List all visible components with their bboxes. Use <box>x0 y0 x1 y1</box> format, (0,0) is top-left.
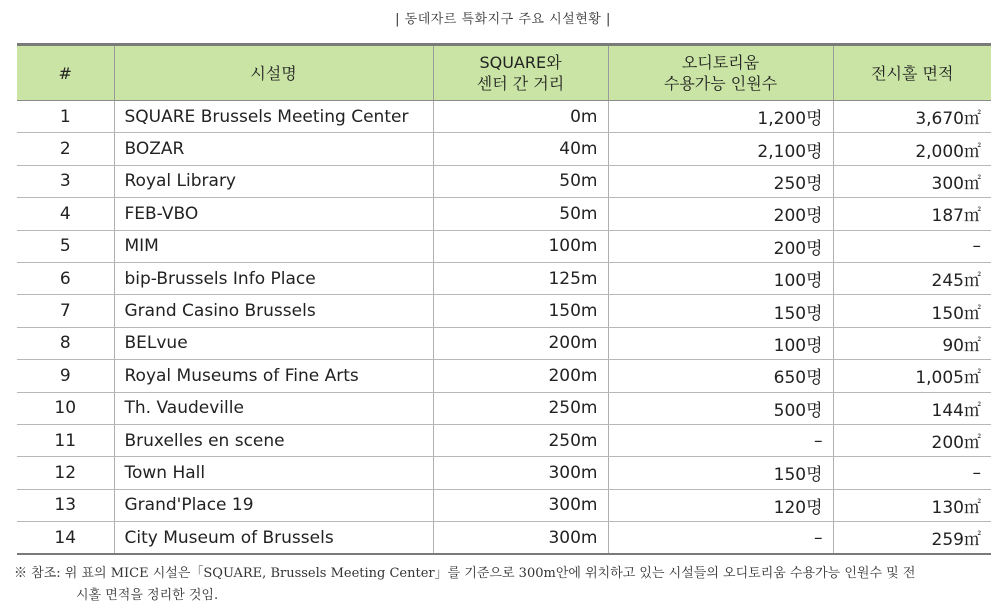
cell-exhibition-area: 144㎡ <box>833 392 991 424</box>
cell-exhibition-area: – <box>833 230 991 262</box>
table-row <box>17 489 991 521</box>
cell-distance: 200m <box>433 327 608 359</box>
cell-index: 1 <box>17 101 114 133</box>
cell-auditorium-capacity: – <box>608 522 833 555</box>
table-caption: | 동데자르 특화지구 주요 시설현황 | <box>395 12 611 27</box>
cell-index: 4 <box>17 198 114 230</box>
header-facility-name: 시설명 <box>114 45 433 101</box>
header-auditorium-line2: 수용가능 인원수 <box>663 74 778 93</box>
cell-auditorium-capacity: 650명 <box>608 360 833 392</box>
cell-distance: 40m <box>433 133 608 165</box>
cell-facility-name: MIM <box>114 230 433 262</box>
header-distance-line2: 센터 간 거리 <box>476 74 565 93</box>
cell-exhibition-area: 259㎡ <box>833 522 991 555</box>
footnote-line2: 시홀 면적을 정리한 것임. <box>76 588 219 603</box>
cell-exhibition-area: 90㎡ <box>833 327 991 359</box>
cell-exhibition-area: 2,000㎡ <box>833 133 991 165</box>
cell-facility-name: BELvue <box>114 327 433 359</box>
table-row <box>17 457 991 489</box>
cell-distance: 150m <box>433 295 608 327</box>
cell-index: 5 <box>17 230 114 262</box>
cell-facility-name: Royal Library <box>114 165 433 197</box>
cell-exhibition-area: 1,005㎡ <box>833 360 991 392</box>
cell-distance: 300m <box>433 457 608 489</box>
cell-distance: 100m <box>433 230 608 262</box>
cell-facility-name: BOZAR <box>114 133 433 165</box>
cell-distance: 0m <box>433 101 608 133</box>
cell-exhibition-area: 187㎡ <box>833 198 991 230</box>
table-row <box>17 522 991 555</box>
cell-index: 11 <box>17 424 114 456</box>
cell-exhibition-area: 3,670㎡ <box>833 101 991 133</box>
cell-exhibition-area: 150㎡ <box>833 295 991 327</box>
cell-exhibition-area: 200㎡ <box>833 424 991 456</box>
cell-facility-name: FEB-VBO <box>114 198 433 230</box>
cell-index: 6 <box>17 262 114 294</box>
cell-auditorium-capacity: 200명 <box>608 198 833 230</box>
cell-auditorium-capacity: 100명 <box>608 327 833 359</box>
cell-distance: 200m <box>433 360 608 392</box>
header-exhibition-area: 전시홀 면적 <box>833 45 991 101</box>
table-body <box>17 101 991 555</box>
cell-exhibition-area: 130㎡ <box>833 489 991 521</box>
cell-facility-name: City Museum of Brussels <box>114 522 433 555</box>
cell-exhibition-area: 245㎡ <box>833 262 991 294</box>
table-row <box>17 424 991 456</box>
cell-facility-name: Bruxelles en scene <box>114 424 433 456</box>
table-header-row <box>17 45 991 101</box>
cell-index: 3 <box>17 165 114 197</box>
cell-auditorium-capacity: 500명 <box>608 392 833 424</box>
cell-distance: 300m <box>433 522 608 555</box>
header-distance <box>433 45 608 101</box>
cell-auditorium-capacity: 150명 <box>608 457 833 489</box>
cell-auditorium-capacity: – <box>608 424 833 456</box>
cell-distance: 250m <box>433 424 608 456</box>
cell-exhibition-area: 300㎡ <box>833 165 991 197</box>
cell-distance: 50m <box>433 198 608 230</box>
footnote <box>14 563 994 607</box>
cell-auditorium-capacity: 250명 <box>608 165 833 197</box>
cell-facility-name: Grand Casino Brussels <box>114 295 433 327</box>
header-auditorium-line1: 오디토리움 <box>681 53 760 72</box>
cell-auditorium-capacity: 150명 <box>608 295 833 327</box>
cell-auditorium-capacity: 200명 <box>608 230 833 262</box>
cell-facility-name: Town Hall <box>114 457 433 489</box>
table-row <box>17 360 991 392</box>
cell-auditorium-capacity: 2,100명 <box>608 133 833 165</box>
cell-index: 12 <box>17 457 114 489</box>
header-auditorium-capacity <box>608 45 833 101</box>
cell-distance: 125m <box>433 262 608 294</box>
cell-auditorium-capacity: 120명 <box>608 489 833 521</box>
cell-index: 10 <box>17 392 114 424</box>
table-row <box>17 198 991 230</box>
table-row <box>17 392 991 424</box>
cell-index: 13 <box>17 489 114 521</box>
cell-index: 9 <box>17 360 114 392</box>
facilities-table <box>17 43 991 555</box>
cell-index: 14 <box>17 522 114 555</box>
footnote-line1: ※ 참조: 위 표의 MICE 시설은「SQUARE, Brussels Meeting Center」를 기준으로 300m안에 위치하고 있는 시설들의 오디토리움 수용가능 인원수 및 전 <box>14 566 916 581</box>
cell-index: 7 <box>17 295 114 327</box>
table-row <box>17 230 991 262</box>
table-row <box>17 327 991 359</box>
cell-distance: 50m <box>433 165 608 197</box>
cell-auditorium-capacity: 1,200명 <box>608 101 833 133</box>
cell-facility-name: Th. Vaudeville <box>114 392 433 424</box>
cell-facility-name: SQUARE Brussels Meeting Center <box>114 101 433 133</box>
cell-facility-name: bip-Brussels Info Place <box>114 262 433 294</box>
cell-distance: 300m <box>433 489 608 521</box>
cell-index: 2 <box>17 133 114 165</box>
table-row <box>17 165 991 197</box>
cell-facility-name: Royal Museums of Fine Arts <box>114 360 433 392</box>
header-distance-line1: SQUARE와 <box>479 53 562 72</box>
table-row <box>17 101 991 133</box>
cell-index: 8 <box>17 327 114 359</box>
cell-exhibition-area: – <box>833 457 991 489</box>
header-index: # <box>17 45 114 101</box>
cell-auditorium-capacity: 100명 <box>608 262 833 294</box>
table-row <box>17 133 991 165</box>
cell-facility-name: Grand'Place 19 <box>114 489 433 521</box>
table-row <box>17 295 991 327</box>
cell-distance: 250m <box>433 392 608 424</box>
table-row <box>17 262 991 294</box>
